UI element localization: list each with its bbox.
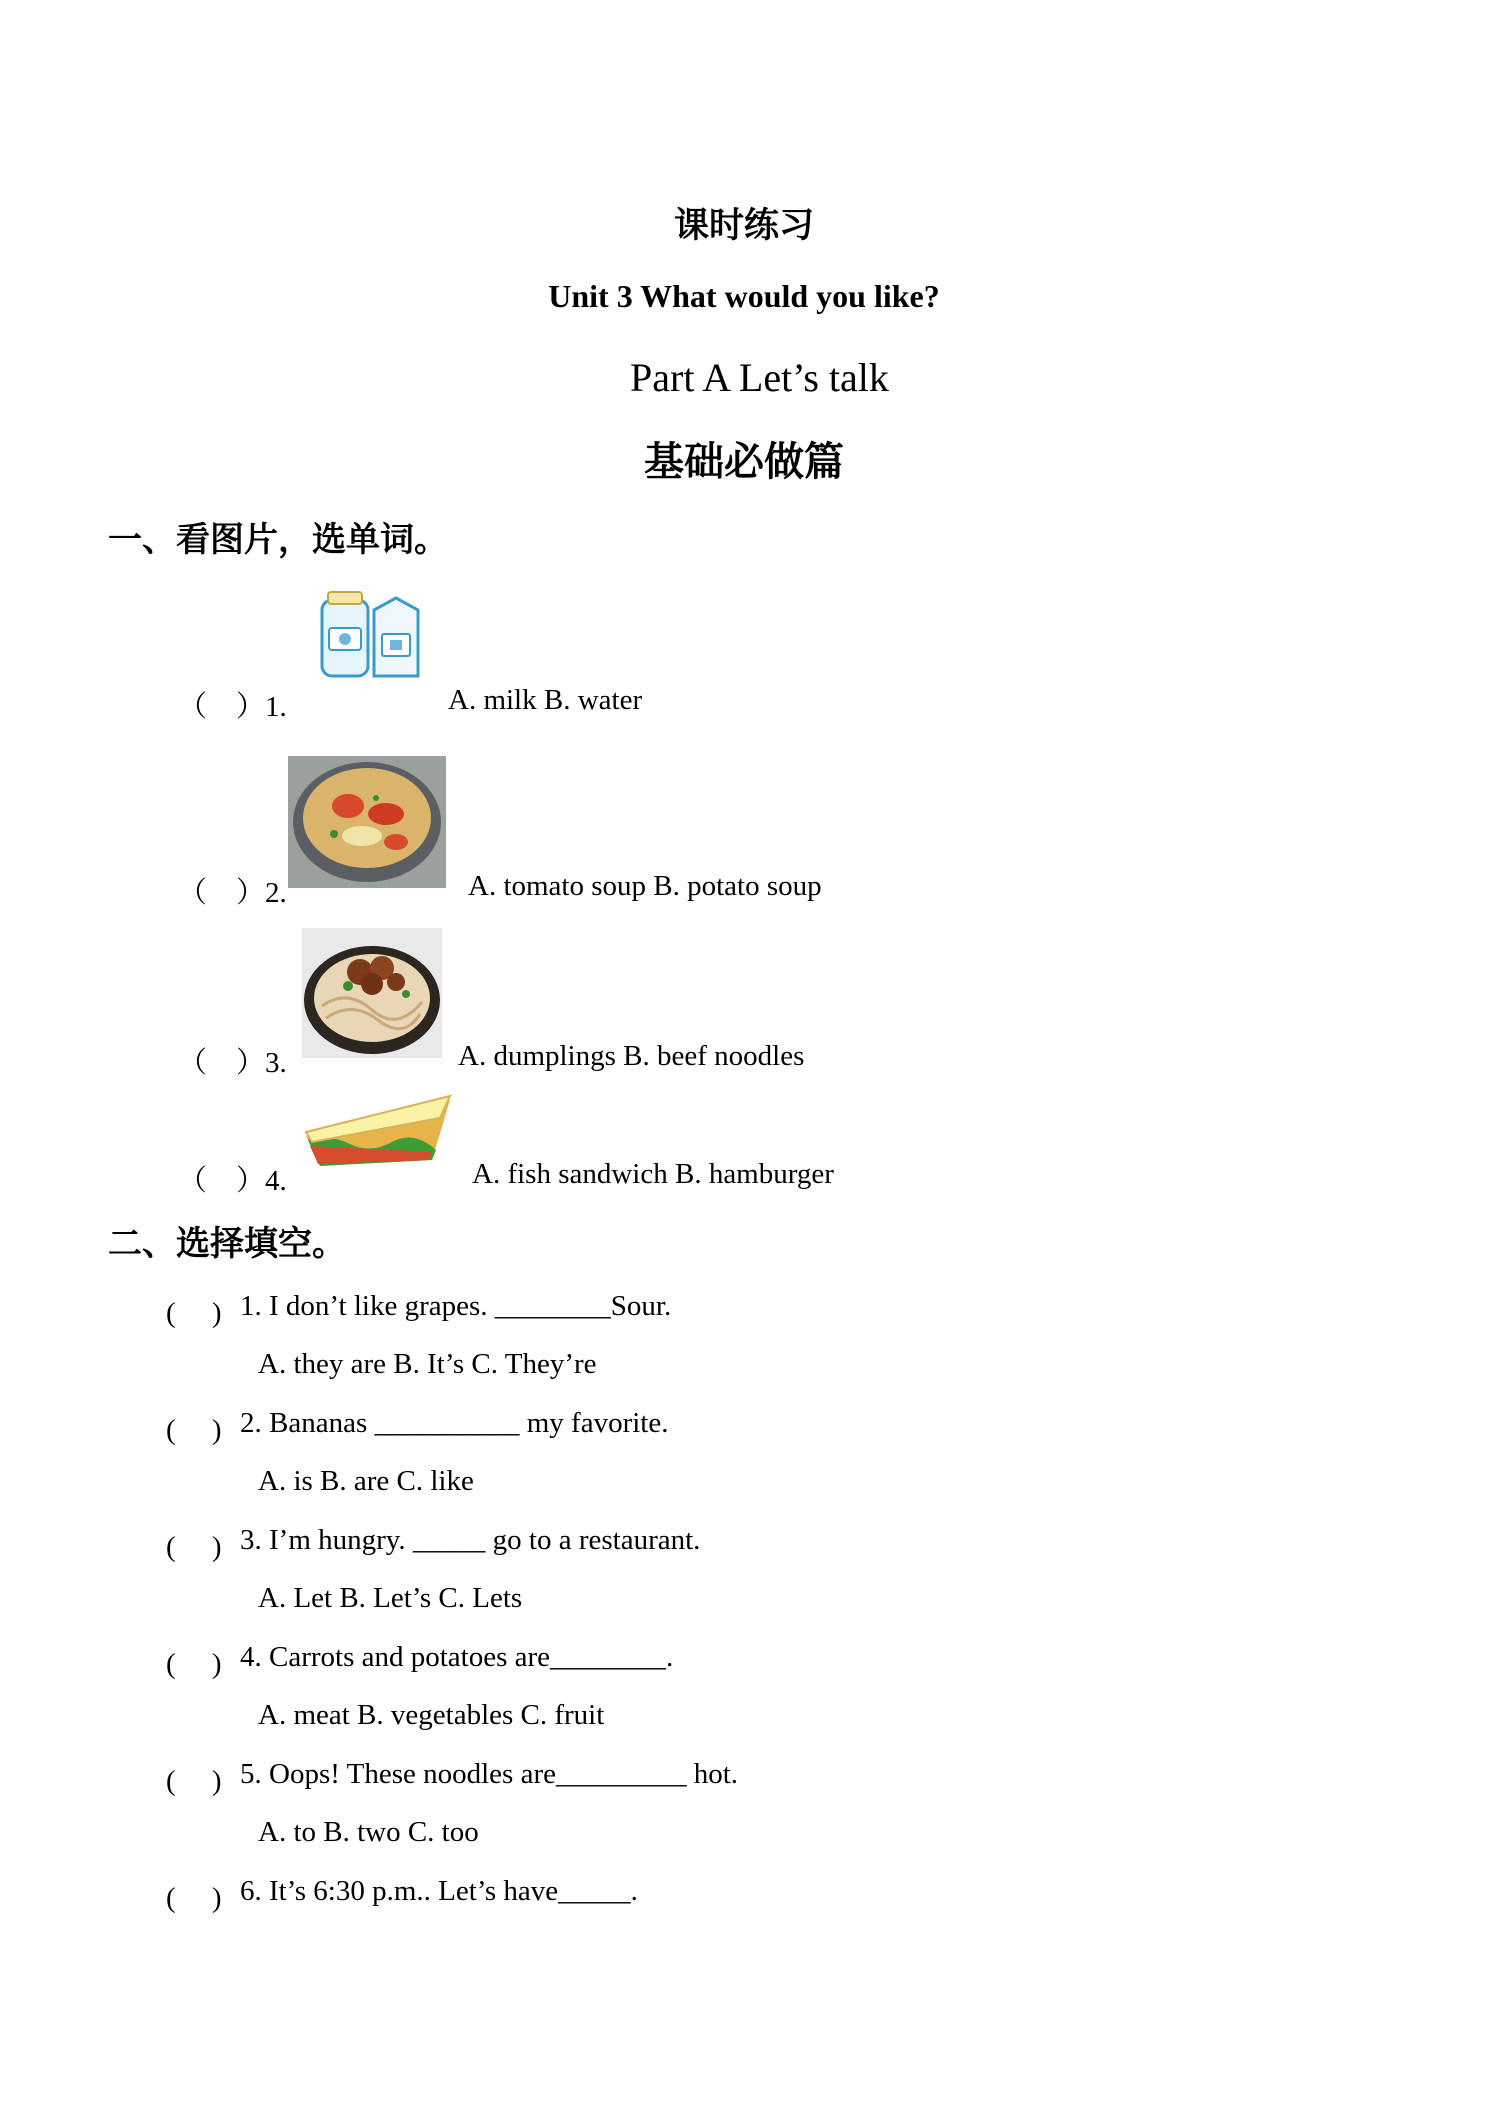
s2-q4-options: A. meat B. vegetables C. fruit bbox=[258, 1699, 605, 1731]
s2-q1-paren: ( ) bbox=[166, 1297, 222, 1329]
s2-q2-options: A. is B. are C. like bbox=[258, 1465, 474, 1497]
s2-q5-text: 5. Oops! These noodles are_________ hot. bbox=[240, 1758, 739, 1790]
s2-q4-text: 4. Carrots and potatoes are________. bbox=[240, 1641, 674, 1673]
s2-q6-paren: ( ) bbox=[166, 1882, 222, 1914]
s2-q2-paren: ( ) bbox=[166, 1414, 222, 1446]
s2-q2-text: 2. Bananas __________ my favorite. bbox=[240, 1407, 669, 1439]
section1-heading: 一、看图片，选单词。 bbox=[108, 520, 448, 560]
milk-bottles-icon bbox=[318, 590, 424, 682]
s2-q1-options: A. they are B. It’s C. They’re bbox=[258, 1348, 597, 1380]
s2-q1-text: 1. I don’t like grapes. ________Sour. bbox=[240, 1290, 672, 1322]
section2-heading: 二、选择填空。 bbox=[108, 1224, 346, 1264]
tomato-soup-icon bbox=[288, 756, 446, 888]
s1-item2-number: （ ）2. bbox=[178, 877, 287, 909]
s1-item1-number: （ ）1. bbox=[178, 691, 287, 723]
beef-noodles-icon bbox=[302, 928, 442, 1058]
s2-q3-paren: ( ) bbox=[166, 1531, 222, 1563]
s2-q5-options: A. to B. two C. too bbox=[258, 1816, 479, 1848]
s1-item3-number: （ ）3. bbox=[178, 1047, 287, 1079]
s1-item4-options: A. fish sandwich B. hamburger bbox=[472, 1158, 834, 1190]
s1-item3-options: A. dumplings B. beef noodles bbox=[458, 1040, 805, 1072]
unit-title: Unit 3 What would you like? bbox=[548, 278, 940, 314]
s2-q4-paren: ( ) bbox=[166, 1648, 222, 1680]
s2-q5-paren: ( ) bbox=[166, 1765, 222, 1797]
s2-q6-text: 6. It’s 6:30 p.m.. Let’s have_____. bbox=[240, 1875, 638, 1907]
s1-item1-options: A. milk B. water bbox=[448, 684, 643, 716]
part-title: Part A Let’s talk bbox=[630, 355, 889, 400]
s2-q3-text: 3. I’m hungry. _____ go to a restaurant. bbox=[240, 1524, 701, 1556]
worksheet-title: 课时练习 bbox=[673, 205, 814, 246]
level-title: 基础必做篇 bbox=[644, 438, 844, 485]
s2-q3-options: A. Let B. Let’s C. Lets bbox=[258, 1582, 523, 1614]
sandwich-icon bbox=[300, 1090, 460, 1180]
s1-item4-number: （ ）4. bbox=[178, 1165, 287, 1197]
s1-item2-options: A. tomato soup B. potato soup bbox=[468, 870, 822, 902]
